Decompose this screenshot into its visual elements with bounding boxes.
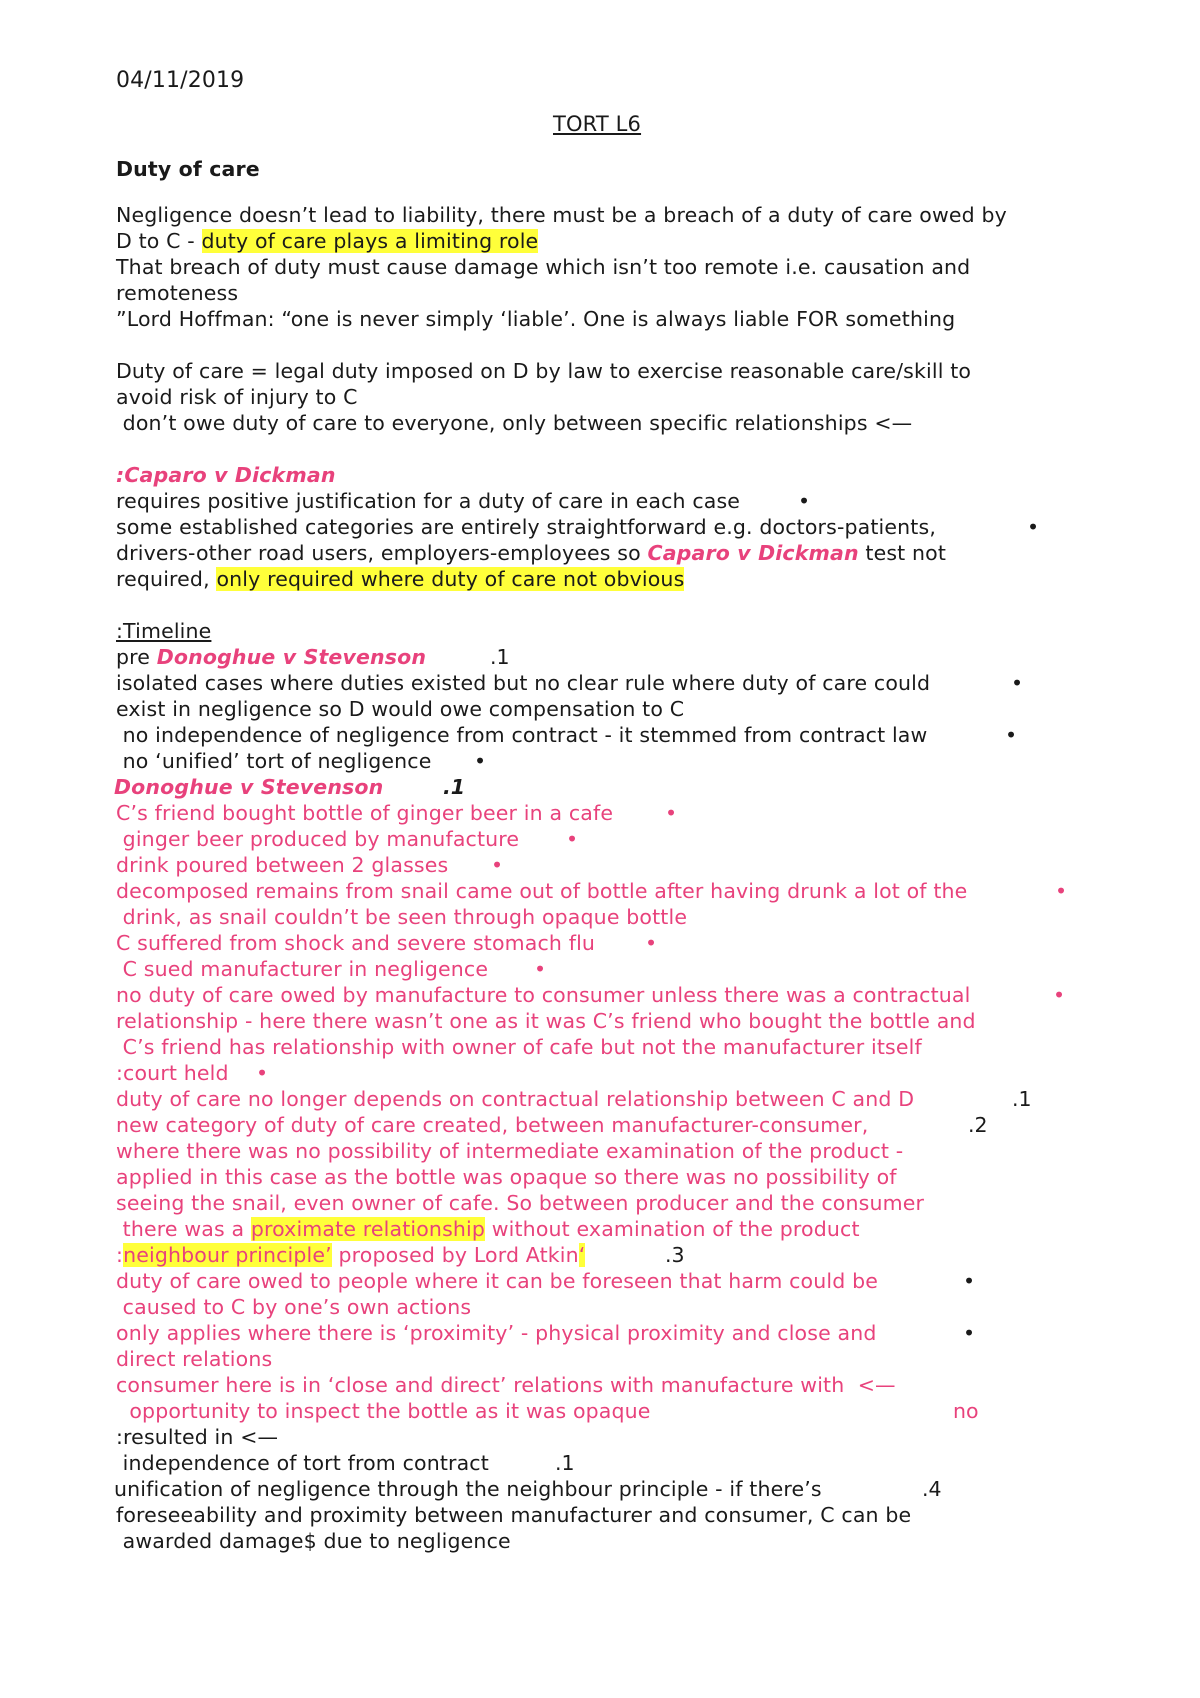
- principle-item: caused to C by one’s own actions: [116, 1295, 472, 1319]
- definition-line: Duty of care = legal duty imposed on D by law to exercise reasonable care/skill to: [116, 359, 972, 383]
- text: D to C -: [116, 229, 202, 253]
- bullet: •: [1011, 671, 1024, 695]
- definition-line: don’t owe duty of care to everyone, only between specific relationships <—: [116, 411, 913, 435]
- principle-item: consumer here is in ‘close and direct’ relations with manufacture with <—: [116, 1373, 896, 1397]
- highlighted-text: proximate relationship: [250, 1217, 486, 1241]
- fact-item: drink poured between 2 glasses: [116, 853, 449, 877]
- hoffman-quote: ”Lord Hoffman: “one is never simply ‘liable’. One is always liable FOR something: [116, 307, 956, 331]
- bullet: •: [1005, 723, 1018, 747]
- bullet: •: [963, 1321, 976, 1345]
- document-date: 04/11/2019: [116, 68, 245, 93]
- fact-item: C sued manufacturer in negligence: [116, 957, 489, 981]
- holding-item: where there was no possibility of intermediate examination of the product -: [116, 1139, 904, 1163]
- list-item: no ‘unified’ tort of negligence: [116, 749, 432, 773]
- principle-item: opportunity to inspect the bottle as it was opaque: [116, 1399, 651, 1423]
- holding-item: seeing the snail, even owner of cafe. So between producer and the consumer: [116, 1191, 925, 1215]
- bullet: •: [256, 1061, 269, 1085]
- text: without examination of the product: [485, 1217, 860, 1241]
- fact-item: C’s friend bought bottle of ginger beer in a cafe: [116, 801, 614, 825]
- list-item: no independence of negligence from contract - it stemmed from contract law: [116, 723, 928, 747]
- text: test not: [858, 541, 947, 565]
- list-item: exist in negligence so D would owe compensation to C: [116, 697, 685, 721]
- principle-item: direct relations: [116, 1347, 273, 1371]
- case-name: Donoghue v Stevenson: [156, 645, 427, 669]
- text: drivers-other road users, employers-employees so: [116, 541, 648, 565]
- list-item: [116, 566, 684, 592]
- intro-line: Negligence doesn’t lead to liability, there must be a breach of a duty of care owed by: [116, 203, 1007, 227]
- section-heading: Duty of care: [116, 157, 260, 181]
- item-number: .2: [968, 1113, 988, 1137]
- bullet: •: [1055, 879, 1068, 903]
- result-item: independence of tort from contract: [116, 1451, 489, 1475]
- result-item: foreseeability and proximity between manufacturer and consumer, C can be: [116, 1503, 912, 1527]
- list-item: some established categories are entirely straightforward e.g. doctors-patients,: [116, 515, 936, 539]
- court-held-label: :court held: [116, 1061, 229, 1085]
- bullet: •: [798, 489, 811, 513]
- highlighted-text: only required where duty of care not obvious: [216, 567, 685, 591]
- timeline-heading: :Timeline: [116, 619, 212, 643]
- resulted-label: :resulted in <—: [116, 1425, 279, 1449]
- fact-item: decomposed remains from snail came out of bottle after having drunk a lot of the: [116, 879, 968, 903]
- principle-item: only applies where there is ‘proximity’ - physical proximity and close and: [116, 1321, 877, 1345]
- intro-line: [116, 228, 538, 254]
- bullet: •: [963, 1269, 976, 1293]
- text: there was a: [116, 1217, 251, 1241]
- holding-item: [116, 1242, 585, 1268]
- timeline-item: [116, 644, 426, 670]
- bullet: •: [491, 853, 504, 877]
- list-item: requires positive justification for a duty of care in each case: [116, 489, 741, 513]
- holding-item: new category of duty of care created, between manufacturer-consumer,: [116, 1113, 869, 1137]
- holding-item: [116, 1216, 860, 1242]
- holding-item: applied in this case as the bottle was opaque so there was no possibility of: [116, 1165, 897, 1189]
- fact-item: relationship - here there wasn’t one as it was C’s friend who bought the bottle and: [116, 1009, 976, 1033]
- list-item: isolated cases where duties existed but no clear rule where duty of care could: [116, 671, 931, 695]
- bullet: •: [645, 931, 658, 955]
- list-item: [116, 540, 946, 566]
- item-number: .1: [443, 775, 466, 799]
- document-title: TORT L6: [553, 112, 642, 136]
- text: pre: [116, 645, 157, 669]
- intro-line: That breach of duty must cause damage which isn’t too remote i.e. causation and: [116, 255, 971, 279]
- definition-line: avoid risk of injury to C: [116, 385, 358, 409]
- result-item: awarded damage$ due to negligence: [116, 1529, 511, 1553]
- fact-item: C suffered from shock and severe stomach flu: [116, 931, 596, 955]
- item-number: .4: [922, 1477, 942, 1501]
- fact-item: drink, as snail couldn’t be seen through opaque bottle: [116, 905, 688, 929]
- highlighted-text: neighbour principle’: [123, 1243, 332, 1267]
- fact-item: C’s friend has relationship with owner of cafe but not the manufacturer itself: [116, 1035, 922, 1059]
- case-heading: Donoghue v Stevenson: [114, 775, 384, 799]
- highlighted-text: duty of care plays a limiting role: [201, 229, 539, 253]
- highlighted-text: ‘: [578, 1243, 586, 1267]
- item-number: .1: [555, 1451, 575, 1475]
- text: :: [116, 1243, 124, 1267]
- item-number: .1: [490, 645, 510, 669]
- bullet: •: [566, 827, 579, 851]
- principle-item: duty of care owed to people where it can be foreseen that harm could be: [116, 1269, 878, 1293]
- bullet: •: [474, 749, 487, 773]
- fact-item: ginger beer produced by manufacture: [116, 827, 520, 851]
- caparo-heading: :Caparo v Dickman: [116, 463, 336, 487]
- bullet: •: [665, 801, 678, 825]
- fact-item: no duty of care owed by manufacture to consumer unless there was a contractual: [116, 983, 971, 1007]
- bullet: •: [1053, 983, 1066, 1007]
- text: required,: [116, 567, 217, 591]
- bullet: •: [1027, 515, 1040, 539]
- item-number: .3: [665, 1243, 685, 1267]
- bullet: •: [534, 957, 547, 981]
- intro-line: remoteness: [116, 281, 239, 305]
- negation-word: no: [953, 1399, 979, 1423]
- text: proposed by Lord Atkin: [331, 1243, 579, 1267]
- result-item: unification of negligence through the neighbour principle - if there’s: [114, 1477, 822, 1501]
- holding-item: duty of care no longer depends on contractual relationship between C and D: [116, 1087, 915, 1111]
- item-number: .1: [1012, 1087, 1032, 1111]
- case-name: Caparo v Dickman: [647, 541, 859, 565]
